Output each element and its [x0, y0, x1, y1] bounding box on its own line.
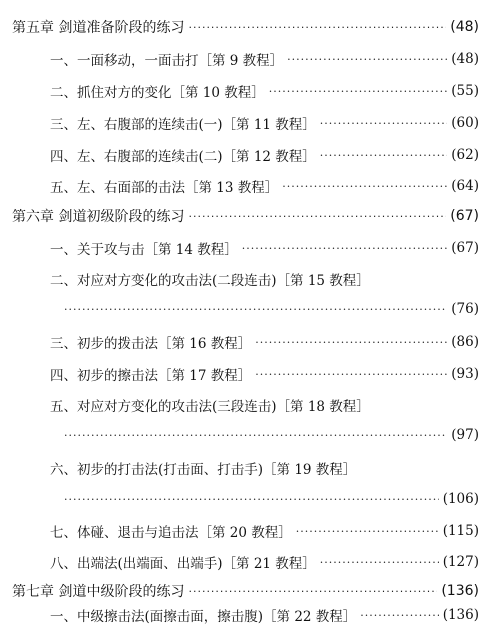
page-number: (60): [451, 115, 479, 131]
toc-entry: [0, 361, 487, 387]
chapter-title: 第六章 剑道初级阶段的练习: [12, 209, 185, 225]
toc-entry: [0, 235, 487, 261]
toc-entry: [0, 78, 487, 104]
leader-dots: [296, 525, 439, 538]
page-number: (136): [442, 607, 479, 623]
page-number: (115): [442, 523, 479, 539]
leader-dots: [64, 429, 447, 442]
toc-entry-continuation: [0, 296, 487, 322]
page-number: (48): [451, 51, 479, 67]
page-number: (76): [451, 301, 479, 317]
toc-entry-wrapped: [0, 392, 487, 418]
leader-dots: [255, 368, 447, 381]
toc-entry: [0, 518, 487, 544]
chapter-title: 第五章 剑道准备阶段的练习: [12, 20, 185, 36]
section-title: 四、初步的擦击法［第 17 教程］: [50, 368, 252, 384]
section-title: 一、关于攻与击［第 14 教程］: [50, 242, 238, 258]
section-title: 二、对应对方变化的攻击法(二段连击)［第 15 教程］: [50, 273, 370, 289]
section-title: 二、抓住对方的变化［第 10 教程］: [50, 85, 265, 101]
page-number: (136): [441, 583, 479, 599]
page-number: (55): [451, 83, 479, 99]
leader-dots: [320, 149, 447, 162]
leader-dots: [242, 242, 448, 255]
toc-entry-wrapped: [0, 455, 487, 481]
page-number: (97): [451, 427, 479, 443]
leader-dots: [282, 180, 447, 193]
page-number: (67): [451, 240, 479, 256]
page-number: (67): [450, 208, 479, 224]
page-number: (62): [451, 147, 479, 163]
leader-dots: [188, 21, 446, 34]
page-number: (86): [451, 334, 479, 350]
page-number: (64): [451, 178, 479, 194]
leader-dots: [320, 117, 447, 130]
section-title: 五、对应对方变化的攻击法(三段连击)［第 18 教程］: [50, 399, 370, 415]
leader-dots: [360, 609, 438, 622]
toc-entry: [0, 549, 487, 575]
toc-entry-continuation: [0, 486, 487, 512]
section-title: 五、左、右面部的击法［第 13 教程］: [50, 180, 279, 196]
page-number: (106): [442, 491, 479, 507]
leader-dots: [255, 336, 447, 349]
leader-dots: [188, 210, 446, 223]
toc-entry: [0, 110, 487, 136]
toc-entry: [0, 329, 487, 355]
section-title: 三、左、右腹部的连续击(一)［第 11 教程］: [50, 117, 316, 133]
page-number: (127): [442, 554, 479, 570]
leader-dots: [287, 53, 447, 66]
toc-entry: [0, 142, 487, 168]
section-title: 八、出端法(出端面、出端手)［第 21 教程］: [50, 556, 316, 572]
toc-entry-chapter-5: [0, 14, 487, 40]
page-number: (93): [451, 366, 479, 382]
section-title: 四、左、右腹部的连续击(二)［第 12 教程］: [50, 149, 316, 165]
toc-entry: [0, 46, 487, 72]
chapter-title: 第七章 剑道中级阶段的练习: [12, 584, 185, 600]
page-number: (48): [450, 19, 479, 35]
leader-dots: [64, 303, 447, 316]
section-title: 一、一面移动，一面击打［第 9 教程］: [50, 53, 284, 69]
toc-entry-wrapped: [0, 266, 487, 292]
section-title: 三、初步的拨击法［第 16 教程］: [50, 336, 252, 352]
toc-entry: [0, 173, 487, 199]
toc-entry-continuation: [0, 422, 487, 448]
leader-dots: [320, 556, 439, 569]
leader-dots: [269, 85, 448, 98]
section-title: 七、体碰、退击与追击法［第 20 教程］: [50, 525, 292, 541]
section-title: 一、中级擦击法(面擦击面，擦击腹)［第 22 教程］: [50, 609, 357, 625]
toc-entry-wrapped: [0, 603, 487, 627]
section-title: 六、初步的打击法(打击面、打击手)［第 19 教程］: [50, 462, 357, 478]
leader-dots: [64, 493, 439, 506]
toc-entry-chapter-7: [0, 578, 487, 604]
leader-dots: [188, 585, 437, 598]
toc-entry-chapter-6: [0, 203, 487, 229]
